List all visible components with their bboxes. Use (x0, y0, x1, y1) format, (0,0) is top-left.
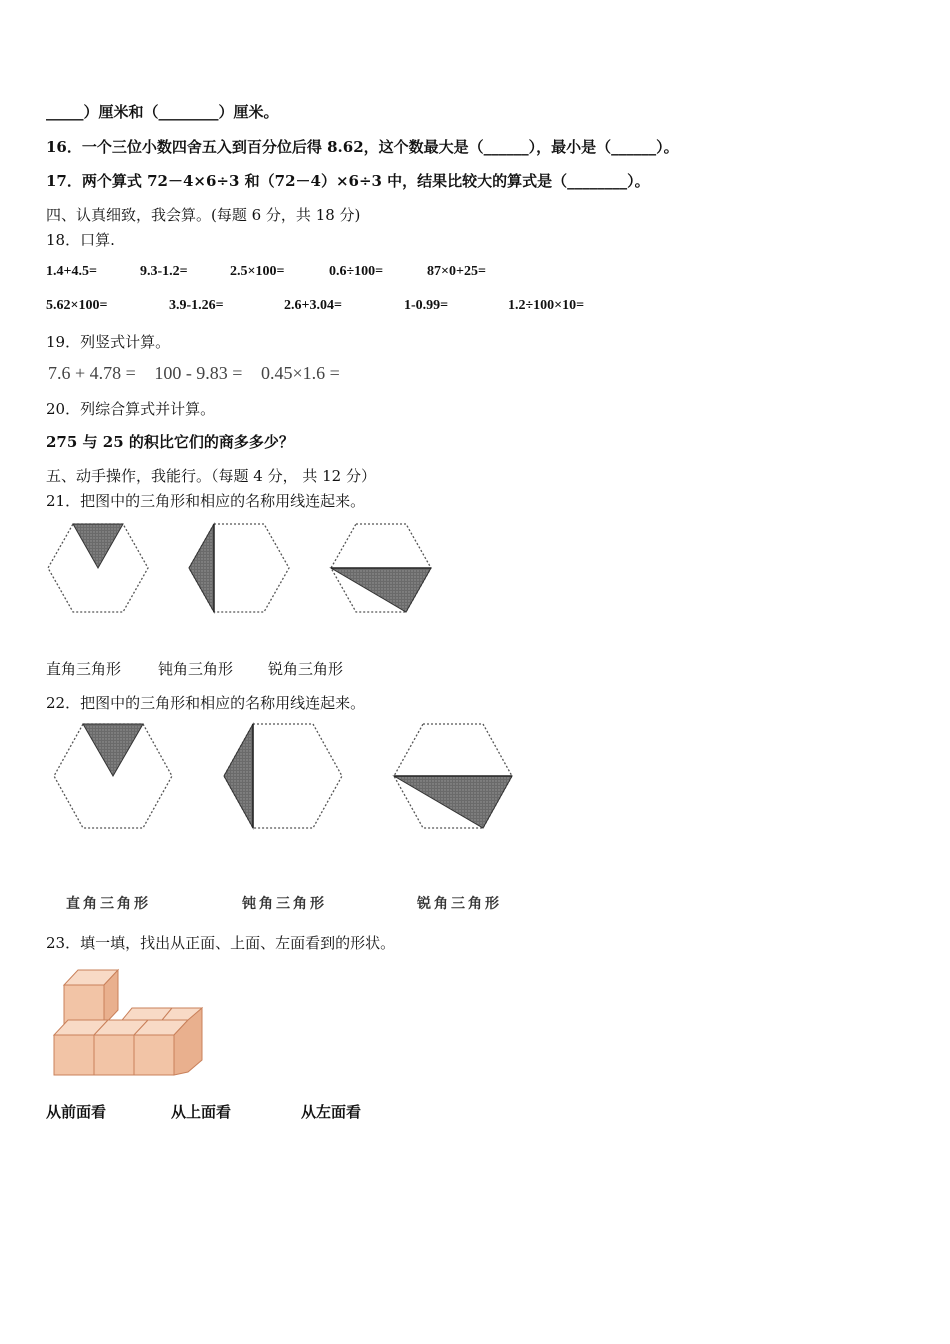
q23-label-front-view: 从前面看 (46, 1103, 107, 1121)
oral-calc-item: 2.5×100= (230, 264, 285, 279)
oral-calc-item: 1.4+4.5= (46, 264, 97, 279)
q23-label-left-view: 从左面看 (301, 1103, 362, 1121)
oral-calc-item: 5.62×100= (46, 298, 108, 313)
question-20: 20．列综合算式并计算。 (46, 400, 216, 418)
q23-label-top-view: 从上面看 (171, 1103, 232, 1121)
question-16: 16．一个三位小数四舍五入到百分位后得 8.62，这个数最大是（______），最小是（______）。 (46, 138, 679, 156)
cube-front-face (134, 1035, 174, 1075)
q21-label-acute-triangle: 锐角三角形 (268, 660, 344, 678)
section-4-heading: 四、认真细致，我会算。(每题 6 分，共 18 分) (46, 206, 361, 224)
vertical-calc-item: 7.6 + 4.78 = (48, 363, 136, 383)
q21-hexagon-3 (331, 524, 431, 612)
vertical-calc-item: 0.45×1.6 = (260, 363, 340, 383)
oral-calc-item: 87×0+25= (427, 264, 486, 279)
cube-front-face (54, 1035, 94, 1075)
q22-label-acute-triangle: 锐角三角形 (417, 896, 502, 912)
q21-label-right-triangle: 直角三角形 (46, 660, 122, 678)
question-21: 21．把图中的三角形和相应的名称用线连起来。 (46, 492, 366, 510)
acute-triangle-shape (73, 524, 123, 568)
q21-label-obtuse-triangle: 钝角三角形 (158, 660, 234, 678)
oral-calc-item: 9.3-1.2= (140, 264, 188, 279)
oral-calc-item: 1-0.99= (404, 298, 449, 313)
q23-cube-stack (54, 970, 202, 1075)
cube-front-face (94, 1035, 134, 1075)
question-23: 23．填一填，找出从正面、上面、左面看到的形状。 (46, 934, 396, 952)
section-5-heading: 五、动手操作，我能行。（每题 4 分， 共 12 分） (46, 467, 376, 485)
q22-hexagon-1 (54, 724, 172, 828)
right-triangle-shape (331, 568, 431, 612)
right-triangle-shape (394, 776, 512, 828)
question-19: 19．列竖式计算。 (46, 333, 171, 351)
obtuse-triangle-shape (224, 724, 253, 828)
question-22: 22．把图中的三角形和相应的名称用线连起来。 (46, 694, 366, 712)
question-18: 18．口算. (46, 231, 115, 249)
q22-label-right-triangle: 直角三角形 (66, 896, 151, 912)
obtuse-triangle-shape (189, 524, 214, 612)
q15-tail: _____）厘米和（________）厘米。 (46, 103, 279, 121)
question-17: 17．两个算式 72－4×6÷3 和（72－4）×6÷3 中，结果比较大的算式是（________）。 (46, 172, 650, 190)
q22-hexagon-2 (224, 724, 342, 828)
oral-calc-item: 2.6+3.04= (284, 298, 342, 313)
q21-hexagon-1 (48, 524, 148, 612)
question-20-text: 275 与 25 的积比它们的商多多少？ (46, 433, 294, 451)
q22-label-obtuse-triangle: 钝角三角形 (242, 896, 327, 912)
vertical-calc-item: 100 - 9.83 = (154, 363, 243, 383)
oral-calc-item: 3.9-1.26= (169, 298, 224, 313)
oral-calc-item: 0.6÷100= (329, 264, 384, 279)
acute-triangle-shape (83, 724, 143, 776)
q21-hexagon-2 (189, 524, 289, 612)
cube-front-face (64, 985, 104, 1025)
q22-hexagon-3 (394, 724, 512, 828)
oral-calc-item: 1.2÷100×10= (508, 298, 585, 313)
